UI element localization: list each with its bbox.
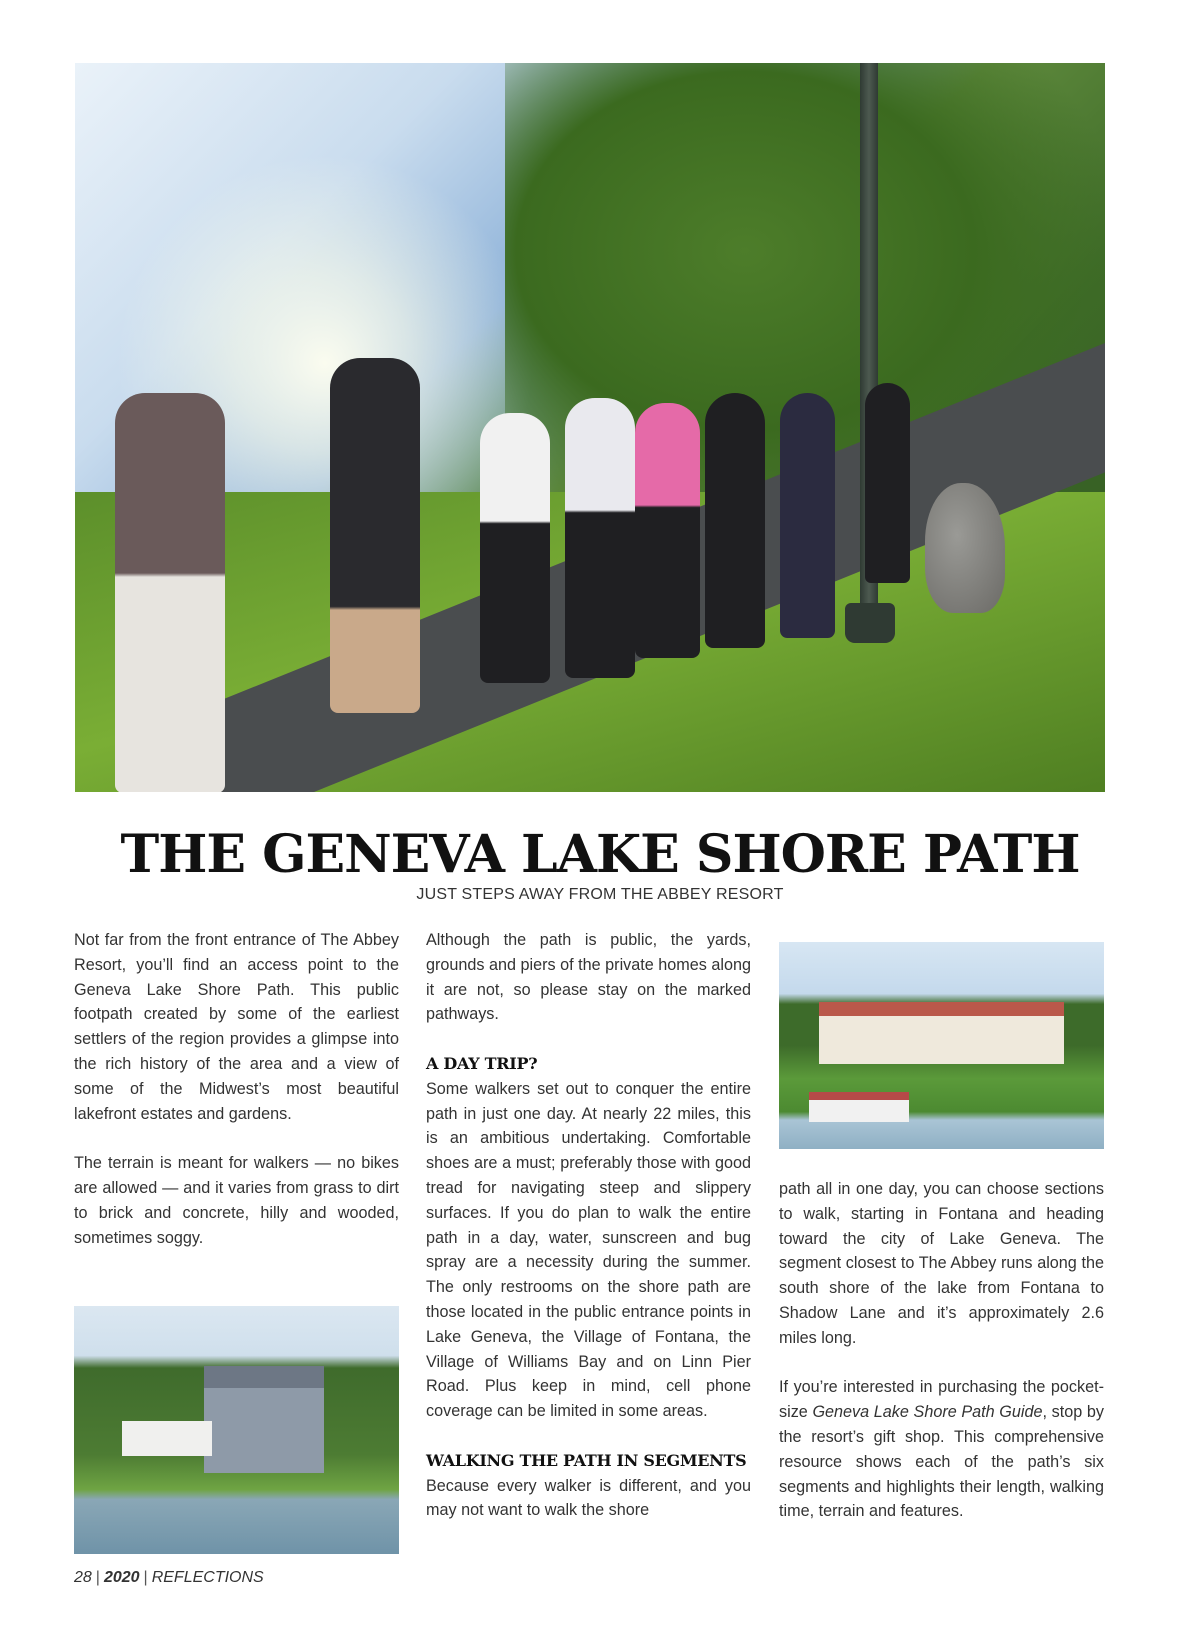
boulder — [925, 483, 1005, 613]
lamp-post-base — [845, 603, 895, 643]
boathouse-shape — [809, 1092, 909, 1122]
walker-figure — [565, 398, 635, 678]
paragraph: Not far from the front entrance of The Abbey Resort, you’ll find an access point to the Geneva Lake Shore Path. This public footpath created by some of the earliest settlers of the region provides a glimpse into the rich history of the area and a view of some of the Midwest’s most beautiful lakefront estates and gardens. — [74, 931, 399, 1123]
walker-figure — [865, 383, 910, 583]
gazebo-shape — [122, 1421, 212, 1456]
walker-figure — [330, 358, 420, 713]
photo-lakefront-mansion — [779, 942, 1104, 1149]
walker-figure — [705, 393, 765, 648]
house-shape — [204, 1366, 324, 1473]
column-1 — [74, 928, 399, 1250]
column-2 — [426, 928, 751, 1523]
walker-figure — [780, 393, 835, 638]
paragraph — [779, 1375, 1104, 1524]
section-heading-segments: WALKING THE PATH IN SEGMENTS — [426, 1450, 747, 1470]
footer-publication: REFLECTIONS — [151, 1569, 264, 1586]
walker-figure — [635, 403, 700, 658]
footer-separator: | — [143, 1569, 148, 1586]
paragraph: Some walkers set out to conquer the entire path in just one day. At nearly 22 miles, this is an ambitious undertaking. Comfortable shoes are a must; preferably those with good tread for navigating steep and slippery surfaces. If you do plan to walk the entire path in a day, water, sunscreen and bug spray are a necessity during the summer. The only restrooms on the shore path are those located in the public entrance points in Lake Geneva, the Village of Fontana, the Village of Williams Bay and on Linn Pier Road. Plus keep in mind, cell phone coverage can be limited in some areas. — [426, 1079, 751, 1421]
paragraph: path all in one day, you can choose sections to walk, starting in Fontana and heading toward the city of Lake Geneva. The segment closest to The Abbey runs along the south shore of the lake from Fontana to Shadow Lane and it’s approximately 2.6 miles long. — [779, 1180, 1104, 1347]
paragraph: Although the path is public, the yards, grounds and piers of the private homes along it are not, so please stay on the marked pathways. — [426, 931, 751, 1024]
photo-lakefront-house — [74, 1306, 399, 1554]
paragraph: The terrain is meant for walkers — no bikes are allowed — and it varies from grass to dirt to brick and concrete, hilly and wooded, sometimes soggy. — [74, 1154, 399, 1247]
walker-figure — [115, 393, 225, 792]
section-heading-day-trip: A DAY TRIP? — [426, 1053, 538, 1073]
mansion-shape — [819, 1002, 1064, 1064]
guide-title: Geneva Lake Shore Path Guide — [812, 1403, 1043, 1422]
article-subtitle: JUST STEPS AWAY FROM THE ABBEY RESORT — [416, 886, 784, 903]
paragraph: Because every walker is different, and you may not want to walk the shore — [426, 1476, 751, 1520]
paragraph-text: , stop by the resort’s gift shop. This comprehensive resource shows each of the path’s six segments and highlights their length, walking time, terrain and features. — [779, 1403, 1104, 1521]
page-number: 28 — [74, 1569, 92, 1586]
walker-figure — [480, 413, 550, 683]
footer-year: 2020 — [103, 1569, 140, 1586]
footer-separator: | — [95, 1569, 100, 1586]
paragraph-text: If you’re interested in purchasing the pocket-size — [779, 1378, 1104, 1422]
column-3 — [779, 1177, 1104, 1524]
article-title: THE GENEVA LAKE SHORE PATH — [120, 824, 1080, 885]
page-footer — [74, 1569, 264, 1587]
hero-photo-walkers-on-shore-path — [75, 63, 1105, 792]
